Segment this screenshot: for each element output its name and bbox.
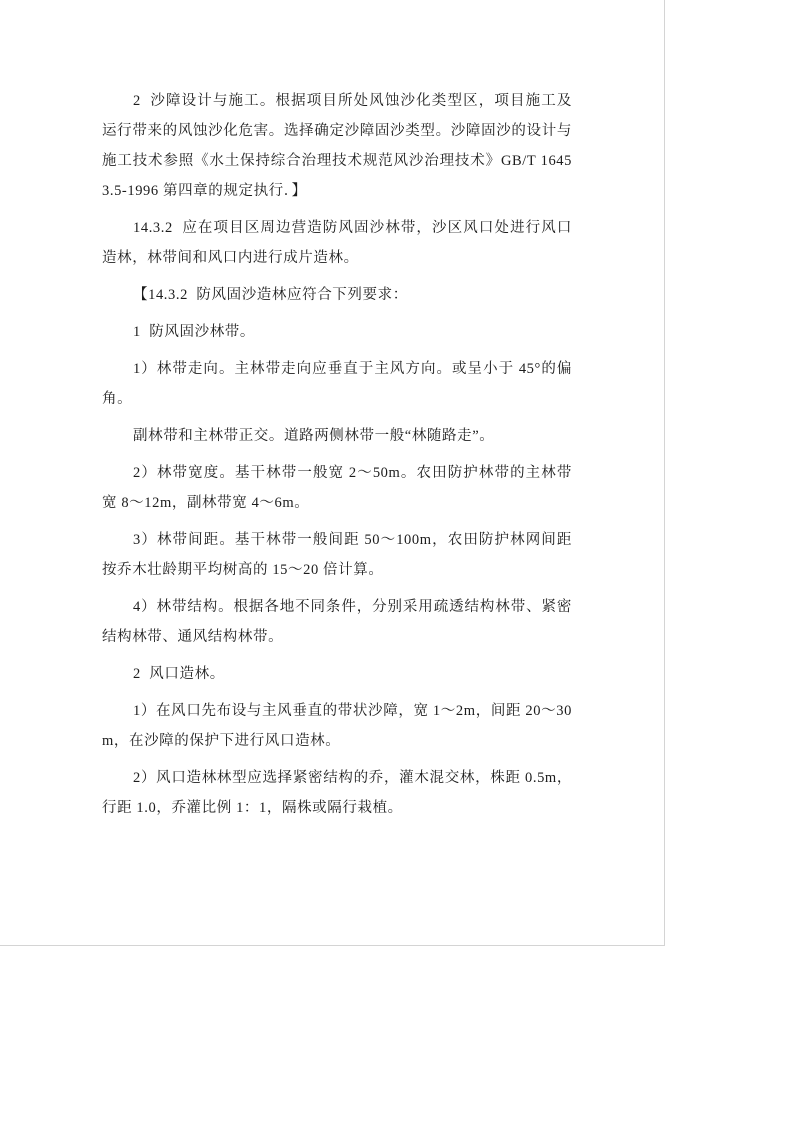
paragraph-belt-width: 2）林带宽度。基干林带一般宽 2～50m。农田防护林带的主林带宽 8～12m，副林带宽 4～6m。 xyxy=(102,465,572,511)
paragraph-wind-gap-heading: 2 风口造林。 xyxy=(133,666,225,682)
paragraph-belt-direction: 1）林带走向。主林带走向应垂直于主风方向。或呈小于 45°的偏角。 xyxy=(102,361,572,407)
paragraph-14-3-2-requirements: 【14.3.2 防风固沙造林应符合下列要求： xyxy=(133,287,408,303)
paragraph-belt-spacing: 3）林带间距。基干林带一般间距 50～100m，农田防护林网间距按乔木壮龄期平均树高的 15～20 倍计算。 xyxy=(102,532,572,578)
paragraph-belt-structure: 4）林带结构。根据各地不同条件，分别采用疏透结构林带、紧密结构林带、通风结构林带。 xyxy=(102,599,572,645)
paragraph-14-3-2-provision: 14.3.2 应在项目区周边营造防风固沙林带，沙区风口处进行风口造林，林带间和风口内进行成片造林。 xyxy=(102,220,572,266)
paragraph-wind-gap-forest-type: 2）风口造林林型应选择紧密结构的乔，灌木混交林，株距 0.5m，行距 1.0，乔灌比例 1：1，隔株或隔行栽植。 xyxy=(102,770,572,816)
paragraph-secondary-belt: 副林带和主林带正交。道路两侧林带一般“林随路走”。 xyxy=(133,428,495,444)
paragraph-wind-gap-barrier: 1）在风口先布设与主风垂直的带状沙障，宽 1～2m，间距 20～30m，在沙障的保护下进行风口造林。 xyxy=(102,703,572,749)
paragraph-windbreak-belt-heading: 1 防风固沙林带。 xyxy=(133,324,255,340)
document-body xyxy=(102,86,572,830)
paragraph-sand-barrier-design: 2 沙障设计与施工。根据项目所处风蚀沙化类型区，项目施工及运行带来的风蚀沙化危害。选择确定沙障固沙类型。沙障固沙的设计与施工技术参照《水土保持综合治理技术规范风沙治理技术》GB/T 16453.5-1996 第四章的规定执行．】 xyxy=(102,93,572,199)
